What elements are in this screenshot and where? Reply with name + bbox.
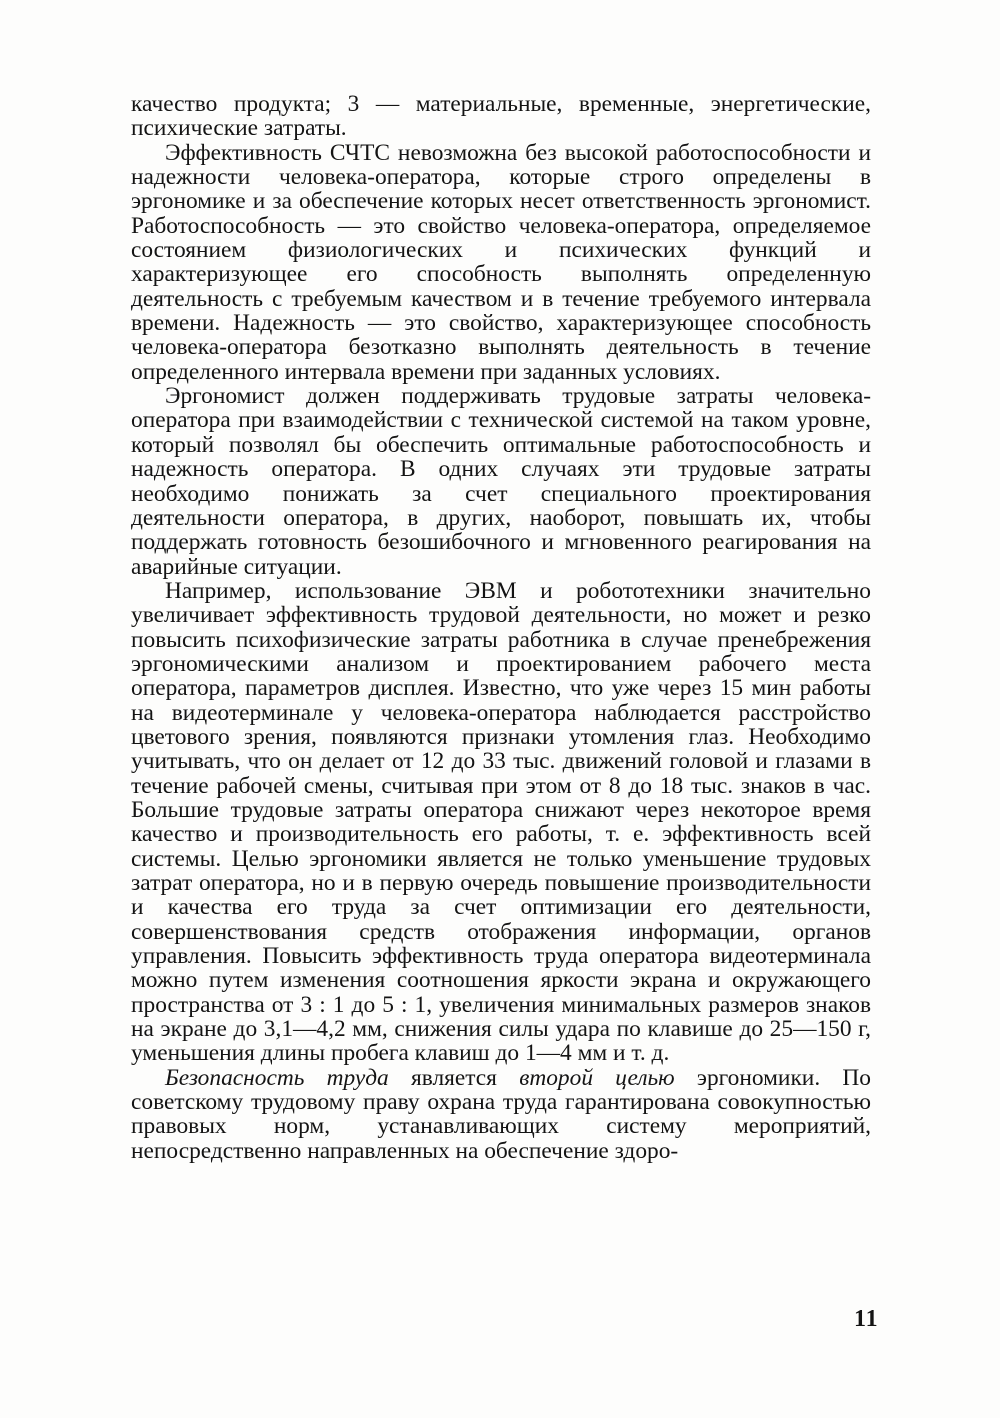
italic-term-second-goal: второй целью <box>519 1064 675 1091</box>
paragraph-computer-example: Например, использование ЭВМ и робототехники значительно увеличивает эффективность трудовой деятельности, но может и резко повысить психофизические затраты работника в случае пренебрежения эргономическими анализом и проектированием рабочего места оператора, параметров дисплея. Известно, что уже через 15 мин работы на видеотерминале у человека-оператора наблюдается расстройство цветового зрения, появляются признаки утомления глаз. Необходимо учитывать, что он делает от 12 до 33 тыс. движений головой и глазами в течение рабочей смены, считывая при этом от 8 до 18 тыс. знаков в час. Большие трудовые затраты оператора снижают через некоторое время качество и производительность его работы, т. е. эффективность всей системы. Целью эргономики является не только уменьшение трудовых затрат оператора, но и в первую очередь повышение производительности и качества его труда за счет оптимизации его деятельности, совершенствования средств отображения информации, органов управления. Повысить эффективность труда оператора видеотерминала можно путем изменения соотношения яркости экрана и окружающего пространства от 3 : 1 до 5 : 1, увеличения минимальных размеров знаков на экране до 3,1—4,2 мм, снижения силы удара по клавише до 25—150 г, уменьшения длины пробега клавиш до 1—4 мм и т. д. <box>131 577 871 1067</box>
italic-term-labor-safety: Безопасность труда <box>165 1064 389 1091</box>
paragraph-continued: качество продукта; 3 — материальные, временные, энергетические, психические затраты. <box>131 91 871 142</box>
paragraph-tail: эргономики. По советскому трудовому праву охрана труда гарантирована совокупностью правовых норм, устанавливающих систему мероприятий, непосредственно направленных на обеспечение здоро- <box>131 1064 871 1164</box>
paragraph-labor-safety <box>131 1066 871 1163</box>
body-text <box>131 92 871 1163</box>
paragraph-connector: является <box>388 1064 520 1091</box>
page-number: 11 <box>854 1306 879 1332</box>
paragraph-operator-efficiency: Эффективность СЧТС невозможна без высокой работоспособности и надежности человека-оператора, которые строго определены в эргономике и за обеспечение которых несет ответственность эргономист. Работоспособность — это свойство человека-оператора, определяемое состоянием физиологических и психических функций и характеризующее его способность выполнять определенную деятельность с требуемым качеством и в течение требуемого интервала времени. Надежность — это свойство, характеризующее способность человека-оператора безотказно выполнять деятельность в течение определенного интервала времени при заданных условиях. <box>131 139 871 385</box>
paragraph-labor-costs: Эргономист должен поддерживать трудовые затраты человека-оператора при взаимодействии с технической системой на таком уровне, который позволял бы обеспечить оптимальные работоспособность и надежность оператора. В одних случаях эти трудовые затраты необходимо понижать за счет специального проектирования деятельности оператора, в других, наоборот, повышать их, чтобы поддержать готовность безошибочного и мгновенного реагирования на аварийные ситуации. <box>131 383 871 580</box>
